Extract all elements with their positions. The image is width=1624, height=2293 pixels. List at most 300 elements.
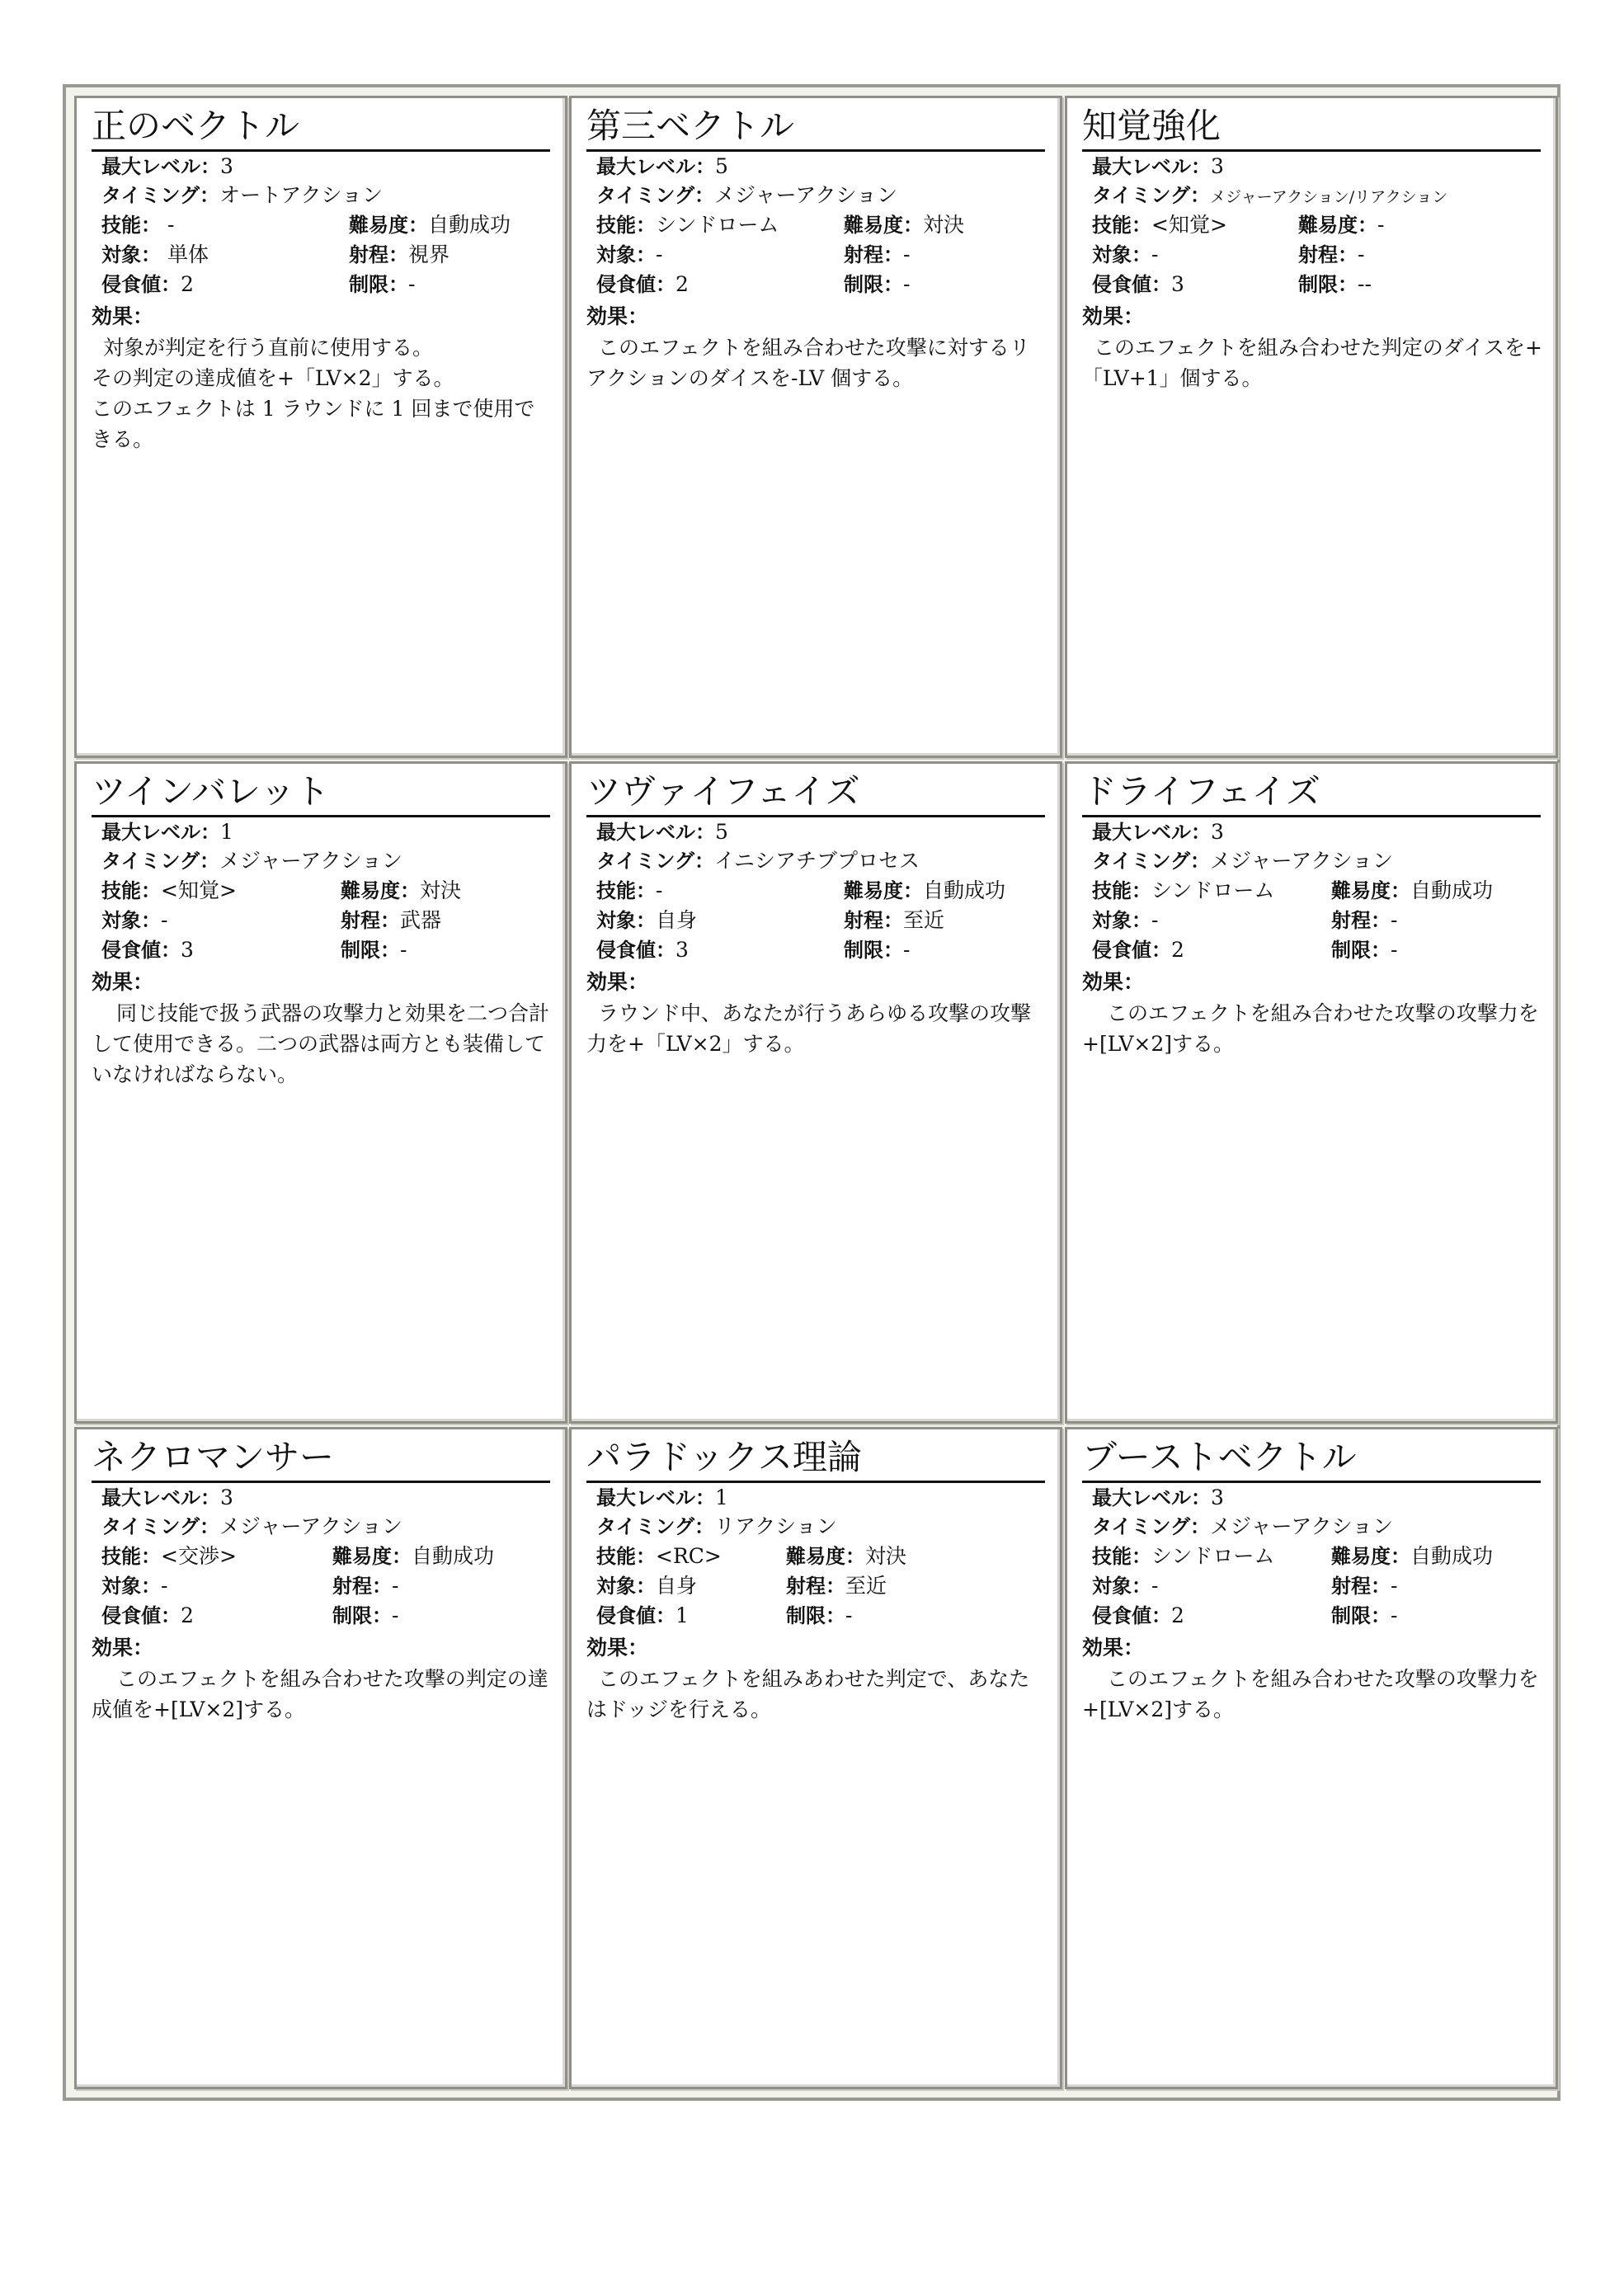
limit-label: 制限 [349, 273, 388, 296]
skill-separator: ： [1132, 214, 1151, 237]
difficulty-label: 難易度 [332, 1545, 392, 1568]
limit-label: 制限 [786, 1604, 826, 1627]
effect-card [1065, 96, 1558, 758]
difficulty-field [1298, 211, 1384, 239]
max-level-value: 3 [1211, 1486, 1224, 1509]
effect-label [586, 968, 648, 996]
limit-value: - [408, 272, 416, 296]
range-separator: ： [380, 909, 400, 932]
skill-difficulty-row [596, 1542, 1058, 1570]
max-level-separator: ： [200, 821, 220, 844]
timing-label: タイミング [596, 1515, 695, 1538]
difficulty-field [349, 211, 511, 239]
timing-row [1092, 1513, 1554, 1541]
target-field [596, 906, 697, 935]
timing-separator: ： [694, 850, 715, 873]
erosion-limit-row [101, 936, 563, 964]
effect-label-text: 効果 [1082, 970, 1124, 994]
target-value: 自身 [656, 1574, 698, 1598]
timing-value: メジャーアクション [714, 183, 898, 207]
limit-separator: ： [372, 1604, 392, 1627]
effect-label-separator: ： [628, 304, 649, 328]
skill-field [1092, 1542, 1274, 1570]
effect-label-text: 効果 [92, 304, 134, 328]
target-value: - [656, 242, 663, 266]
skill-label: 技能 [101, 1545, 141, 1568]
target-separator: ： [1132, 1575, 1151, 1598]
erosion-value: 2 [181, 1603, 194, 1627]
erosion-field [596, 1602, 689, 1630]
timing-value: メジャーアクション/リアクション [1210, 188, 1448, 206]
target-range-row [596, 906, 1058, 935]
effect-card [74, 1427, 567, 2089]
target-separator: ： [636, 1575, 656, 1598]
skill-value: <知覚> [1151, 213, 1227, 237]
difficulty-value: 自動成功 [923, 878, 1006, 902]
target-range-row [596, 241, 1058, 269]
timing-separator: ： [694, 184, 715, 207]
timing-row [101, 847, 563, 875]
timing-value: オートアクション [219, 183, 384, 207]
effect-text: このエフェクトを組み合わせた攻撃に対するリアクションのダイスを-LV 個する。 [586, 336, 1030, 390]
effect-label-text: 効果 [1082, 1636, 1124, 1660]
erosion-label: 侵食値 [596, 1604, 656, 1627]
erosion-separator: ： [161, 1604, 181, 1627]
erosion-separator: ： [1151, 939, 1171, 962]
skill-value: <知覚> [161, 878, 237, 902]
skill-difficulty-row [101, 1542, 563, 1570]
range-value: - [1358, 242, 1365, 266]
erosion-limit-row [1092, 1602, 1554, 1630]
range-field [349, 241, 450, 269]
card-title: ツヴァイフェイズ [586, 769, 1045, 817]
erosion-value: 2 [1171, 1603, 1184, 1627]
effect-card [74, 96, 567, 758]
target-value: - [1151, 242, 1159, 266]
max-level-value: 1 [220, 820, 233, 844]
skill-label: 技能 [596, 214, 636, 237]
max-level-separator: ： [695, 155, 715, 178]
effect-card [74, 761, 567, 1424]
effect-label-separator: ： [628, 970, 649, 994]
erosion-field [1092, 271, 1184, 299]
timing-separator: ： [200, 184, 220, 207]
difficulty-field [332, 1542, 494, 1570]
target-field [596, 241, 662, 269]
limit-value: - [392, 1603, 399, 1627]
range-value: - [1391, 908, 1398, 932]
max-level-label: 最大レベル [101, 821, 200, 844]
target-separator: ： [636, 909, 656, 932]
effect-label-text: 効果 [586, 304, 628, 328]
limit-label: 制限 [332, 1604, 372, 1627]
target-field [596, 1572, 697, 1600]
effect-label-separator: ： [1123, 1636, 1145, 1660]
effect-text: このエフェクトを組み合わせた判定のダイスを+「LV+1」個する。 [1082, 336, 1542, 390]
max-level-label: 最大レベル [1092, 1486, 1191, 1509]
max-level-label: 最大レベル [101, 155, 200, 178]
target-range-row [1092, 1572, 1554, 1600]
limit-value: - [903, 272, 911, 296]
timing-separator: ： [694, 1515, 715, 1538]
range-field [844, 241, 910, 269]
skill-label: 技能 [1092, 214, 1132, 237]
erosion-separator: ： [1151, 273, 1171, 296]
effect-label [92, 1634, 153, 1662]
limit-field [1331, 936, 1397, 964]
limit-value: - [903, 938, 911, 962]
range-field [1298, 241, 1364, 269]
timing-row [596, 181, 1058, 210]
erosion-field [1092, 1602, 1184, 1630]
erosion-limit-row [1092, 271, 1554, 299]
max-level-row [1092, 1484, 1554, 1512]
skill-separator: ： [1132, 1545, 1151, 1568]
max-level-label: 最大レベル [1092, 821, 1191, 844]
target-value: - [161, 1574, 168, 1598]
limit-label: 制限 [844, 273, 883, 296]
erosion-limit-row [596, 936, 1058, 964]
difficulty-value: 自動成功 [428, 213, 511, 237]
effect-label [586, 303, 648, 331]
skill-label: 技能 [101, 879, 141, 902]
max-level-value: 3 [1211, 154, 1224, 178]
erosion-separator: ： [656, 273, 675, 296]
erosion-label: 侵食値 [1092, 1604, 1151, 1627]
skill-difficulty-row [1092, 1542, 1554, 1570]
erosion-limit-row [1092, 936, 1554, 964]
erosion-label: 侵食値 [101, 273, 161, 296]
timing-row [1092, 847, 1554, 875]
limit-field [844, 271, 910, 299]
timing-separator: ： [200, 1515, 220, 1538]
effect-label-separator: ： [1123, 304, 1145, 328]
target-label: 対象 [1092, 909, 1132, 932]
target-label: 対象 [596, 1575, 636, 1598]
erosion-value: 2 [1171, 938, 1184, 962]
erosion-value: 1 [675, 1603, 689, 1627]
effect-label-separator: ： [1123, 970, 1145, 994]
target-range-row [596, 1572, 1058, 1600]
timing-separator: ： [1190, 850, 1211, 873]
target-range-row [1092, 906, 1554, 935]
difficulty-separator: ： [400, 879, 420, 902]
target-separator: ： [1132, 909, 1151, 932]
difficulty-value: 対決 [923, 213, 965, 237]
max-level-separator: ： [200, 1486, 220, 1509]
target-label: 対象 [101, 243, 141, 266]
target-label: 対象 [596, 243, 636, 266]
range-value: 至近 [845, 1574, 887, 1598]
range-field [341, 906, 441, 935]
limit-separator: ： [380, 939, 400, 962]
difficulty-value: 自動成功 [1410, 1544, 1494, 1568]
erosion-label: 侵食値 [1092, 939, 1151, 962]
skill-label: 技能 [596, 879, 636, 902]
difficulty-value: 自動成功 [1410, 878, 1494, 902]
max-level-value: 5 [715, 154, 728, 178]
target-value: 自身 [656, 908, 698, 932]
limit-separator: ： [1338, 273, 1358, 296]
skill-separator: ： [636, 214, 656, 237]
timing-value: メジャーアクション [219, 1514, 403, 1538]
max-level-row [1092, 818, 1554, 846]
timing-value: メジャーアクション [1210, 1514, 1394, 1538]
difficulty-label: 難易度 [1331, 1545, 1391, 1568]
timing-value: イニシアチブプロセス [714, 849, 920, 873]
skill-value: シンドローム [656, 213, 779, 237]
max-level-label: 最大レベル [101, 1486, 200, 1509]
difficulty-label: 難易度 [786, 1545, 845, 1568]
effect-card [1065, 1427, 1558, 2089]
erosion-field [101, 271, 194, 299]
range-separator: ： [1371, 1575, 1391, 1598]
skill-value: シンドローム [1151, 1544, 1275, 1568]
effect-label [92, 303, 153, 331]
max-level-separator: ： [1191, 155, 1211, 178]
skill-separator: ： [141, 879, 161, 902]
difficulty-separator: ： [903, 214, 923, 237]
target-range-row [101, 1572, 563, 1600]
skill-separator: ： [1132, 879, 1151, 902]
card-title: ツインバレット [92, 769, 550, 817]
timing-label: タイミング [1092, 850, 1191, 873]
limit-label: 制限 [1298, 273, 1338, 296]
range-label: 射程 [332, 1575, 372, 1598]
difficulty-value: 対決 [865, 1544, 907, 1568]
erosion-limit-row [596, 1602, 1058, 1630]
max-level-separator: ： [1191, 821, 1211, 844]
difficulty-label: 難易度 [349, 214, 408, 237]
target-value: - [161, 908, 168, 932]
difficulty-separator: ： [1391, 879, 1410, 902]
timing-label: タイミング [101, 1515, 200, 1538]
difficulty-value: 対決 [420, 878, 462, 902]
max-level-value: 3 [220, 154, 233, 178]
limit-label: 制限 [341, 939, 380, 962]
skill-label: 技能 [1092, 1545, 1132, 1568]
timing-row [101, 1513, 563, 1541]
difficulty-field [341, 877, 461, 905]
skill-difficulty-row [596, 877, 1058, 905]
target-label: 対象 [101, 909, 141, 932]
target-separator: ： [141, 1575, 161, 1598]
erosion-label: 侵食値 [101, 939, 161, 962]
card-title: 第三ベクトル [586, 103, 1045, 152]
effect-card [569, 761, 1062, 1424]
target-label: 対象 [1092, 243, 1132, 266]
difficulty-field [1331, 877, 1493, 905]
effect-text: 対象が判定を行う直前に使用する。 その判定の達成値を+「LV×2」する。 このエフェクトは 1 ラウンドに 1 回まで使用できる。 [92, 336, 535, 451]
skill-field [1092, 877, 1274, 905]
skill-separator: ： [636, 1545, 656, 1568]
limit-field [349, 271, 415, 299]
erosion-separator: ： [161, 273, 181, 296]
skill-field [101, 211, 174, 239]
limit-separator: ： [883, 939, 903, 962]
effect-text: このエフェクトを組み合わせた攻撃の判定の達成値を+[LV×2]する。 [92, 1667, 548, 1721]
skill-difficulty-row [1092, 877, 1554, 905]
skill-value: - [161, 213, 175, 237]
range-value: - [1391, 1574, 1398, 1598]
max-level-separator: ： [200, 155, 220, 178]
limit-value: - [1391, 1603, 1398, 1627]
erosion-field [596, 936, 689, 964]
difficulty-label: 難易度 [844, 214, 903, 237]
card-title: ネクロマンサー [92, 1434, 550, 1483]
range-label: 射程 [786, 1575, 826, 1598]
target-label: 対象 [1092, 1575, 1132, 1598]
effect-label [586, 1634, 648, 1662]
target-value: 単体 [161, 242, 209, 266]
range-label: 射程 [1298, 243, 1338, 266]
erosion-label: 侵食値 [1092, 273, 1151, 296]
skill-difficulty-row [101, 211, 563, 239]
erosion-separator: ： [161, 939, 181, 962]
skill-field [101, 877, 237, 905]
limit-value: - [400, 938, 407, 962]
skill-separator: ： [141, 214, 161, 237]
range-separator: ： [883, 909, 903, 932]
erosion-limit-row [596, 271, 1058, 299]
limit-field [786, 1602, 852, 1630]
limit-label: 制限 [1331, 939, 1371, 962]
effect-text: このエフェクトを組み合わせた攻撃の攻撃力を+[LV×2]する。 [1082, 1001, 1539, 1056]
target-range-row [1092, 241, 1554, 269]
erosion-value: 3 [1171, 272, 1184, 296]
skill-label: 技能 [1092, 879, 1132, 902]
skill-field [101, 1542, 237, 1570]
target-field [101, 1572, 167, 1600]
difficulty-separator: ： [392, 1545, 412, 1568]
effect-text: このエフェクトを組み合わせた攻撃の攻撃力を+[LV×2]する。 [1082, 1667, 1539, 1721]
timing-row [596, 1513, 1058, 1541]
erosion-label: 侵食値 [596, 273, 656, 296]
skill-separator: ： [636, 879, 656, 902]
target-value: - [1151, 1574, 1159, 1598]
skill-field [1092, 211, 1227, 239]
erosion-separator: ： [1151, 1604, 1171, 1627]
skill-value: - [656, 878, 663, 902]
range-field [332, 1572, 398, 1600]
timing-label: タイミング [596, 184, 695, 207]
skill-label: 技能 [101, 214, 141, 237]
range-label: 射程 [844, 243, 883, 266]
erosion-separator: ： [656, 1604, 675, 1627]
target-range-row [101, 906, 563, 935]
effect-label [92, 968, 153, 996]
target-label: 対象 [596, 909, 636, 932]
timing-label: タイミング [1092, 184, 1191, 207]
range-label: 射程 [844, 909, 883, 932]
difficulty-value: - [1377, 213, 1385, 237]
skill-difficulty-row [1092, 211, 1554, 239]
max-level-label: 最大レベル [1092, 155, 1191, 178]
max-level-label: 最大レベル [596, 821, 695, 844]
card-title: パラドックス理論 [586, 1434, 1045, 1483]
erosion-limit-row [101, 1602, 563, 1630]
skill-difficulty-row [101, 877, 563, 905]
erosion-field [101, 1602, 194, 1630]
difficulty-label: 難易度 [844, 879, 903, 902]
timing-label: タイミング [1092, 1515, 1191, 1538]
max-level-value: 3 [1211, 820, 1224, 844]
max-level-row [1092, 153, 1554, 181]
effect-label-separator: ： [628, 1636, 649, 1660]
range-label: 射程 [1331, 909, 1371, 932]
range-value: 視界 [408, 242, 450, 266]
skill-field [596, 877, 662, 905]
range-separator: ： [388, 243, 408, 266]
max-level-separator: ： [695, 821, 715, 844]
card-title: ブーストベクトル [1082, 1434, 1541, 1483]
difficulty-label: 難易度 [1331, 879, 1391, 902]
range-field [1331, 906, 1397, 935]
target-label: 対象 [101, 1575, 141, 1598]
card-title: 知覚強化 [1082, 103, 1541, 152]
effect-card [1065, 761, 1558, 1424]
range-label: 射程 [1331, 1575, 1371, 1598]
target-range-row [101, 241, 563, 269]
limit-value: - [845, 1603, 853, 1627]
range-separator: ： [372, 1575, 392, 1598]
effect-label [1082, 1634, 1144, 1662]
target-separator: ： [141, 243, 161, 266]
limit-label: 制限 [1331, 1604, 1371, 1627]
effect-label-text: 効果 [92, 970, 134, 994]
effect-text: ラウンド中、あなたが行うあらゆる攻撃の攻撃力を+「LV×2」する。 [586, 1001, 1032, 1056]
erosion-limit-row [101, 271, 563, 299]
skill-difficulty-row [596, 211, 1058, 239]
effect-text: 同じ技能で扱う武器の攻撃力と効果を二つ合計して使用できる。二つの武器は両方とも装備していなければならない。 [92, 1001, 550, 1086]
card-sheet [63, 84, 1560, 2101]
difficulty-separator: ： [1391, 1545, 1410, 1568]
effect-card [569, 1427, 1062, 2089]
card-title: ドライフェイズ [1082, 769, 1541, 817]
max-level-separator: ： [695, 1486, 715, 1509]
effect-text: このエフェクトを組みあわせた判定で、あなたはドッジを行える。 [586, 1667, 1030, 1721]
limit-separator: ： [1371, 1604, 1391, 1627]
timing-label: タイミング [101, 184, 200, 207]
limit-separator: ： [883, 273, 903, 296]
effect-label-separator: ： [133, 970, 154, 994]
max-level-row [101, 1484, 563, 1512]
effect-card [569, 96, 1062, 758]
effect-label-text: 効果 [586, 970, 628, 994]
max-level-value: 5 [715, 820, 728, 844]
skill-value: <交渉> [161, 1544, 237, 1568]
limit-field [1331, 1602, 1397, 1630]
effect-label-separator: ： [133, 1636, 154, 1660]
erosion-field [1092, 936, 1184, 964]
difficulty-separator: ： [845, 1545, 865, 1568]
erosion-label: 侵食値 [596, 939, 656, 962]
max-level-row [596, 818, 1058, 846]
difficulty-field [844, 211, 964, 239]
limit-field [844, 936, 910, 964]
range-field [786, 1572, 887, 1600]
difficulty-field [786, 1542, 906, 1570]
timing-separator: ： [200, 850, 220, 873]
difficulty-separator: ： [903, 879, 923, 902]
limit-field [332, 1602, 398, 1630]
erosion-value: 3 [181, 938, 194, 962]
limit-separator: ： [388, 273, 408, 296]
erosion-value: 2 [675, 272, 689, 296]
timing-value: リアクション [714, 1514, 837, 1538]
timing-row [596, 847, 1058, 875]
target-separator: ： [1132, 243, 1151, 266]
